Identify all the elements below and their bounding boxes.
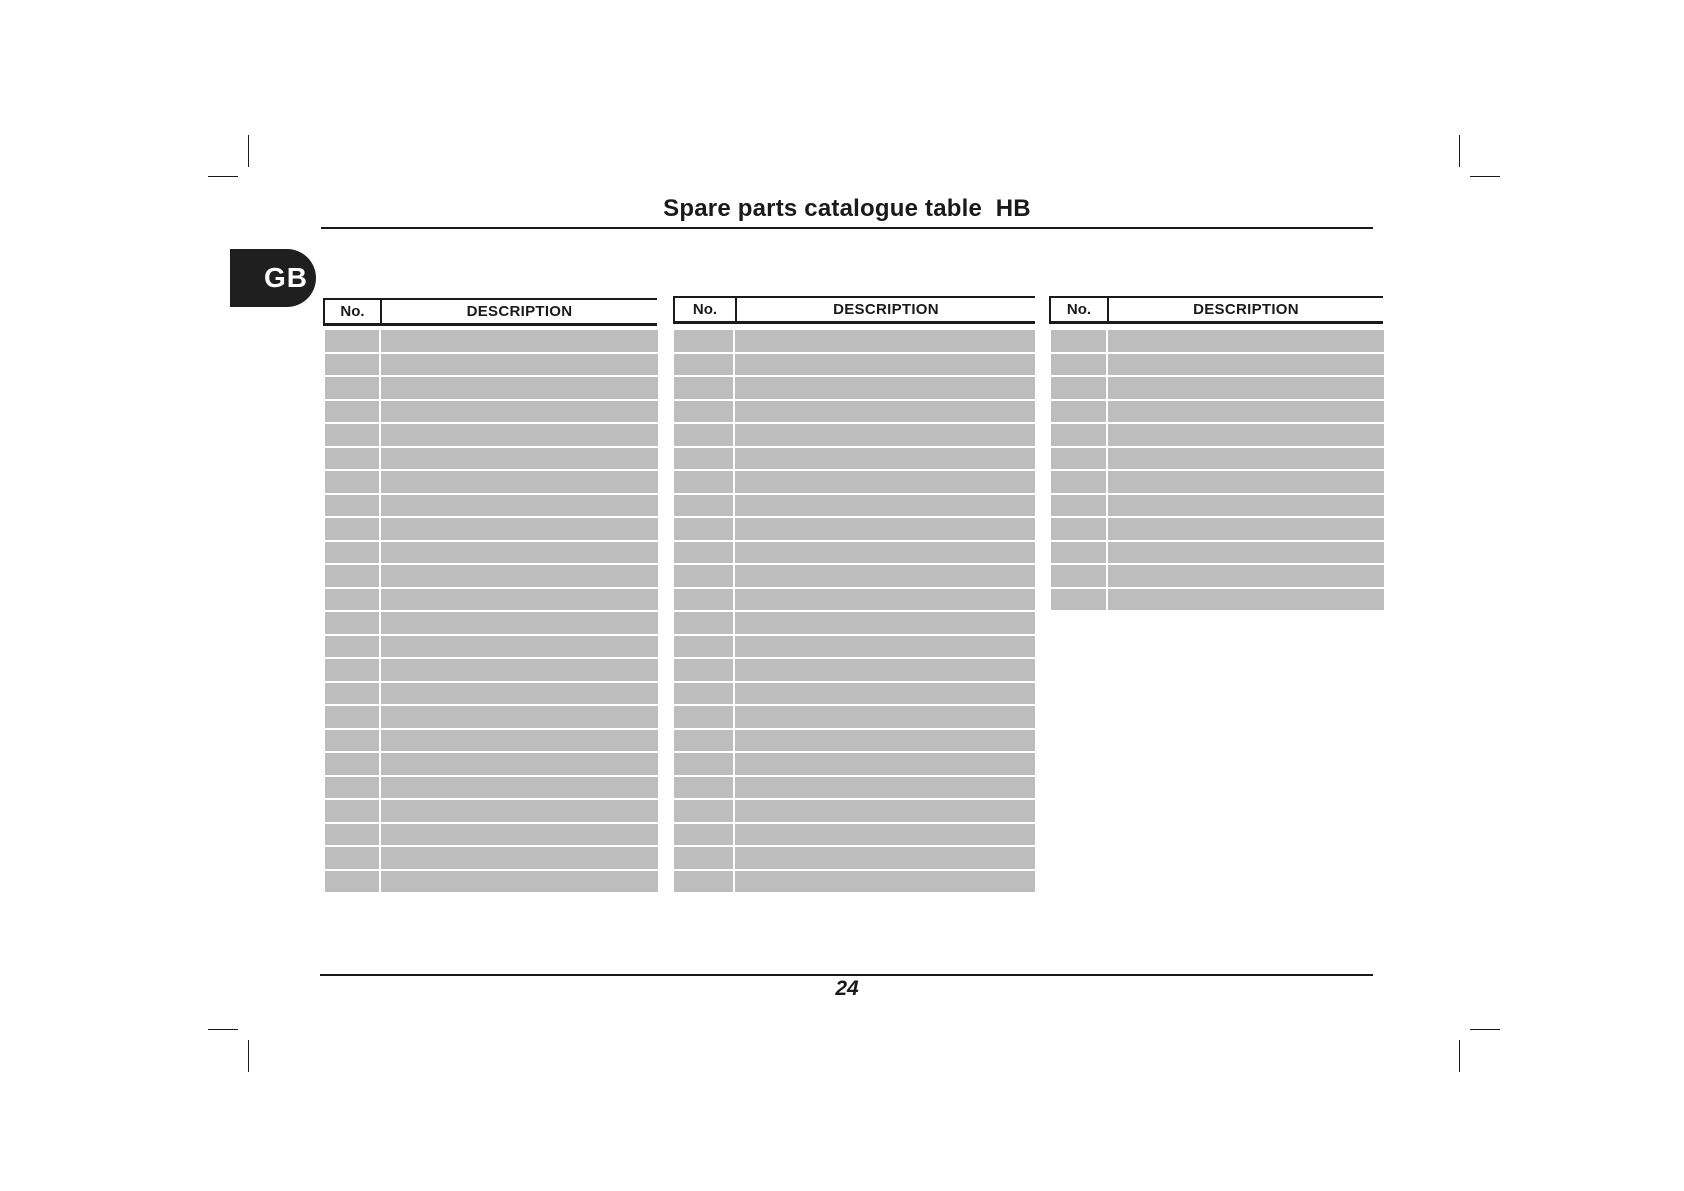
cell-description — [1108, 589, 1384, 611]
cell-description — [1108, 424, 1384, 446]
column-header-description: DESCRIPTION — [1193, 301, 1299, 318]
table-row — [325, 401, 658, 423]
table-row — [325, 847, 658, 869]
cell-no — [325, 518, 379, 540]
cell-description — [381, 518, 658, 540]
page-number: 24 — [835, 977, 859, 1000]
table-rows — [325, 330, 658, 894]
table-row — [325, 377, 658, 399]
cell-description — [735, 706, 1035, 728]
footer-rule — [320, 974, 1373, 976]
cell-no — [325, 659, 379, 681]
cell-no — [674, 730, 733, 752]
cell-description — [735, 800, 1035, 822]
cell-no — [674, 471, 733, 493]
parts-table-3 — [1049, 296, 1383, 324]
cell-no — [674, 636, 733, 658]
parts-table-1 — [323, 298, 657, 326]
cell-description — [381, 730, 658, 752]
cell-no — [325, 542, 379, 564]
cell-description — [735, 377, 1035, 399]
cell-description — [1108, 565, 1384, 587]
table-row — [674, 706, 1035, 728]
cell-no — [325, 448, 379, 470]
table-row — [1051, 589, 1384, 611]
table-row — [325, 636, 658, 658]
cell-description — [1108, 354, 1384, 376]
table-row — [325, 683, 658, 705]
cell-no — [674, 401, 733, 423]
cell-description — [381, 636, 658, 658]
table-row — [325, 424, 658, 446]
table-row — [674, 847, 1035, 869]
cell-no — [1051, 495, 1106, 517]
cell-description — [1108, 518, 1384, 540]
cell-no — [674, 354, 733, 376]
table-row — [674, 800, 1035, 822]
cell-description — [1108, 448, 1384, 470]
cell-description — [1108, 542, 1384, 564]
cell-no — [325, 636, 379, 658]
cell-description — [381, 847, 658, 869]
cell-description — [381, 753, 658, 775]
table-row — [674, 683, 1035, 705]
cell-no — [325, 565, 379, 587]
table-row — [325, 612, 658, 634]
table-row — [674, 401, 1035, 423]
cell-description — [381, 495, 658, 517]
cell-description — [735, 589, 1035, 611]
table-header — [1049, 296, 1383, 324]
parts-table-2 — [673, 296, 1035, 324]
cell-no — [674, 612, 733, 634]
language-tab-label: GB — [264, 262, 308, 293]
column-header-no: No. — [1051, 298, 1109, 321]
cell-no — [325, 354, 379, 376]
table-row — [674, 495, 1035, 517]
cell-description — [735, 518, 1035, 540]
cell-no — [674, 659, 733, 681]
cell-description — [735, 448, 1035, 470]
cell-no — [325, 753, 379, 775]
table-row — [674, 589, 1035, 611]
table-row — [325, 330, 658, 352]
cell-no — [325, 495, 379, 517]
table-row — [674, 730, 1035, 752]
cell-description — [735, 847, 1035, 869]
cell-no — [325, 871, 379, 893]
page-title: Spare parts catalogue table HB — [663, 195, 1031, 222]
column-header-no: No. — [325, 300, 382, 323]
cell-description — [1108, 377, 1384, 399]
column-header-no: No. — [675, 298, 737, 321]
cell-description — [381, 800, 658, 822]
cell-no — [325, 424, 379, 446]
cell-no — [674, 683, 733, 705]
cell-no — [1051, 330, 1106, 352]
table-row — [674, 871, 1035, 893]
cell-no — [1051, 377, 1106, 399]
header-rule — [321, 227, 1373, 229]
cell-description — [381, 589, 658, 611]
cell-description — [381, 330, 658, 352]
table-row — [674, 424, 1035, 446]
cell-no — [674, 589, 733, 611]
cell-no — [325, 824, 379, 846]
cell-no — [1051, 565, 1106, 587]
cell-no — [325, 683, 379, 705]
table-row — [1051, 518, 1384, 540]
cell-description — [735, 354, 1035, 376]
cell-no — [1051, 401, 1106, 423]
cell-description — [381, 871, 658, 893]
cell-description — [1108, 401, 1384, 423]
cell-description — [735, 424, 1035, 446]
table-rows — [1051, 330, 1384, 612]
cell-description — [735, 871, 1035, 893]
cell-no — [1051, 542, 1106, 564]
cell-no — [674, 847, 733, 869]
crop-mark — [248, 135, 249, 167]
cell-no — [674, 824, 733, 846]
cell-no — [674, 871, 733, 893]
table-row — [1051, 448, 1384, 470]
table-row — [325, 730, 658, 752]
table-row — [674, 753, 1035, 775]
table-row — [325, 495, 658, 517]
column-header-description: DESCRIPTION — [466, 303, 573, 320]
table-row — [674, 659, 1035, 681]
table-row — [674, 471, 1035, 493]
table-row — [325, 518, 658, 540]
table-header — [673, 296, 1035, 324]
table-row — [1051, 424, 1384, 446]
cell-no — [325, 730, 379, 752]
crop-mark — [1459, 135, 1460, 167]
crop-mark — [1470, 1029, 1500, 1030]
cell-description — [735, 401, 1035, 423]
cell-no — [674, 706, 733, 728]
cell-no — [1051, 518, 1106, 540]
cell-no — [325, 800, 379, 822]
cell-description — [381, 683, 658, 705]
cell-description — [381, 706, 658, 728]
cell-no — [674, 542, 733, 564]
cell-description — [381, 777, 658, 799]
cell-no — [674, 753, 733, 775]
cell-no — [325, 330, 379, 352]
language-tab — [230, 249, 316, 307]
cell-description — [381, 659, 658, 681]
table-row — [325, 800, 658, 822]
cell-no — [1051, 354, 1106, 376]
table-row — [325, 777, 658, 799]
cell-no — [325, 589, 379, 611]
table-row — [674, 612, 1035, 634]
crop-mark — [1470, 176, 1500, 177]
table-row — [1051, 542, 1384, 564]
cell-description — [735, 565, 1035, 587]
cell-description — [735, 753, 1035, 775]
cell-description — [735, 824, 1035, 846]
table-row — [325, 659, 658, 681]
cell-no — [1051, 424, 1106, 446]
cell-description — [735, 730, 1035, 752]
cell-description — [1108, 471, 1384, 493]
cell-no — [674, 448, 733, 470]
cell-description — [735, 683, 1035, 705]
table-row — [1051, 495, 1384, 517]
table-row — [1051, 565, 1384, 587]
cell-description — [735, 471, 1035, 493]
cell-no — [325, 777, 379, 799]
cell-description — [381, 424, 658, 446]
cell-no — [325, 377, 379, 399]
table-row — [674, 330, 1035, 352]
cell-description — [381, 354, 658, 376]
cell-no — [325, 847, 379, 869]
cell-description — [381, 377, 658, 399]
cell-description — [381, 542, 658, 564]
table-row — [1051, 354, 1384, 376]
cell-no — [674, 377, 733, 399]
cell-no — [325, 612, 379, 634]
table-row — [674, 542, 1035, 564]
cell-description — [735, 495, 1035, 517]
crop-mark — [1459, 1040, 1460, 1072]
cell-description — [381, 824, 658, 846]
table-row — [325, 824, 658, 846]
cell-no — [325, 706, 379, 728]
cell-no — [674, 495, 733, 517]
table-row — [674, 448, 1035, 470]
table-row — [674, 354, 1035, 376]
crop-mark — [208, 1029, 238, 1030]
cell-no — [325, 471, 379, 493]
cell-description — [381, 401, 658, 423]
table-row — [1051, 330, 1384, 352]
table-header — [323, 298, 657, 326]
cell-no — [674, 777, 733, 799]
cell-description — [735, 777, 1035, 799]
cell-description — [381, 471, 658, 493]
table-row — [325, 753, 658, 775]
crop-mark — [248, 1040, 249, 1072]
table-row — [674, 777, 1035, 799]
table-row — [325, 542, 658, 564]
table-row — [674, 636, 1035, 658]
table-row — [325, 706, 658, 728]
table-row — [325, 589, 658, 611]
cell-description — [381, 565, 658, 587]
cell-description — [1108, 495, 1384, 517]
table-row — [674, 518, 1035, 540]
cell-description — [735, 330, 1035, 352]
cell-no — [674, 518, 733, 540]
table-row — [325, 471, 658, 493]
cell-description — [735, 636, 1035, 658]
cell-description — [381, 612, 658, 634]
cell-no — [674, 330, 733, 352]
cell-no — [674, 565, 733, 587]
cell-no — [1051, 589, 1106, 611]
cell-description — [735, 612, 1035, 634]
crop-mark — [208, 176, 238, 177]
table-row — [674, 824, 1035, 846]
table-rows — [674, 330, 1035, 894]
table-row — [325, 871, 658, 893]
table-row — [1051, 471, 1384, 493]
cell-no — [674, 800, 733, 822]
cell-no — [1051, 471, 1106, 493]
cell-no — [674, 424, 733, 446]
cell-description — [735, 659, 1035, 681]
table-row — [674, 565, 1035, 587]
table-row — [674, 377, 1035, 399]
cell-description — [381, 448, 658, 470]
table-row — [1051, 401, 1384, 423]
table-row — [1051, 377, 1384, 399]
table-row — [325, 354, 658, 376]
cell-no — [1051, 448, 1106, 470]
table-row — [325, 448, 658, 470]
cell-description — [735, 542, 1035, 564]
table-row — [325, 565, 658, 587]
cell-description — [1108, 330, 1384, 352]
cell-no — [325, 401, 379, 423]
column-header-description: DESCRIPTION — [833, 301, 939, 318]
